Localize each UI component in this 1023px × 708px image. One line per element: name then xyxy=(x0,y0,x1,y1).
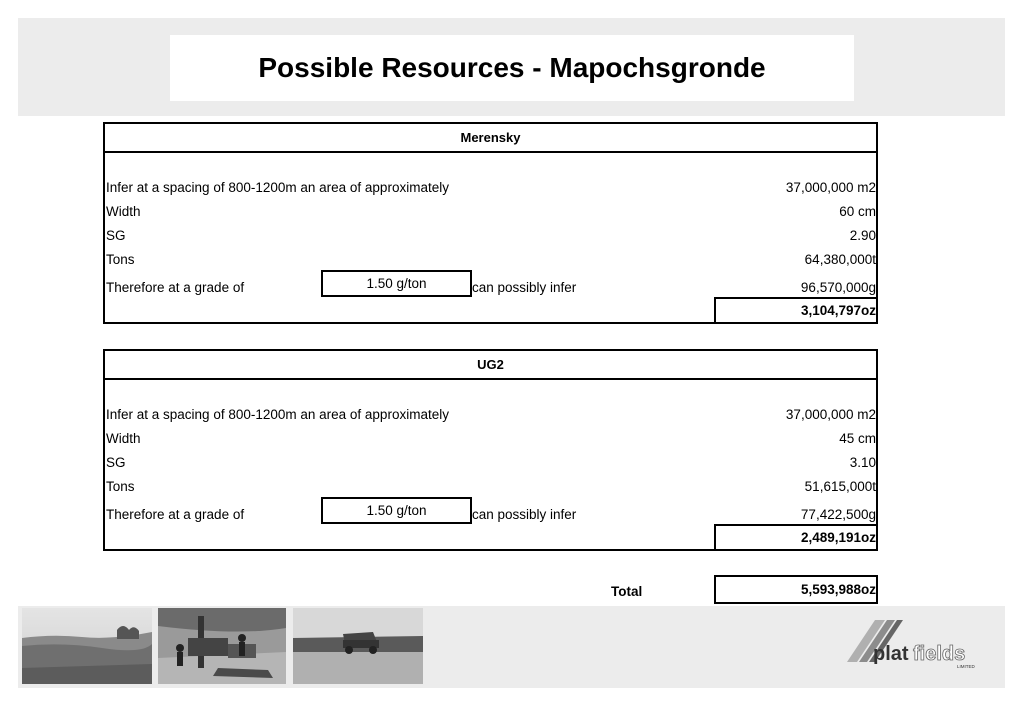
ounces-cell: 2,489,191oz xyxy=(714,524,878,551)
page-title: Possible Resources - Mapochsgronde xyxy=(258,52,766,83)
grassland-photo xyxy=(22,608,152,684)
drilling-rig-photo xyxy=(158,608,286,684)
grade-value-cell: 1.50 g/ton xyxy=(321,270,472,297)
row-value: 37,000,000 m2 xyxy=(785,407,876,422)
row-label: Infer at a spacing of 800-1200m an area of approximately xyxy=(106,407,449,422)
row-value: 60 cm xyxy=(839,204,876,219)
row-label: SG xyxy=(106,228,126,243)
row-value: 64,380,000t xyxy=(804,252,876,267)
row-label: Tons xyxy=(106,479,135,494)
grade-label: Therefore at a grade of xyxy=(106,507,245,522)
logo-text-fields: fields xyxy=(913,643,966,665)
ug2-table xyxy=(103,349,878,551)
logo-text-limited: LIMITED xyxy=(957,664,975,669)
row-label: Infer at a spacing of 800-1200m an area of approximately xyxy=(106,180,449,195)
grams-value: 77,422,500g xyxy=(800,507,876,522)
table-row xyxy=(105,477,876,497)
row-label: SG xyxy=(106,455,126,470)
ounces-cell: 3,104,797oz xyxy=(714,297,878,324)
platfields-logo xyxy=(847,620,997,676)
table-row xyxy=(105,429,876,449)
infer-label: can possibly infer xyxy=(472,507,577,522)
logo-text-plat: plat xyxy=(873,643,909,665)
table-row xyxy=(105,250,876,270)
grade-value-cell: 1.50 g/ton xyxy=(321,497,472,524)
row-label: Tons xyxy=(106,252,135,267)
row-label: Width xyxy=(106,431,141,446)
merensky-table xyxy=(103,122,878,324)
total-label: Total xyxy=(611,584,643,599)
table-row xyxy=(105,405,876,425)
row-value: 51,615,000t xyxy=(804,479,876,494)
table-row xyxy=(105,202,876,222)
row-value: 37,000,000 m2 xyxy=(785,180,876,195)
title-box xyxy=(170,35,854,101)
grade-label: Therefore at a grade of xyxy=(106,280,245,295)
table-header: UG2 xyxy=(105,351,876,380)
table-header: Merensky xyxy=(105,124,876,153)
total-value: 5,593,988oz xyxy=(714,575,878,604)
table-row xyxy=(105,178,876,198)
infer-label: can possibly infer xyxy=(472,280,577,295)
row-value: 2.90 xyxy=(849,228,876,243)
grams-value: 96,570,000g xyxy=(800,280,876,295)
row-value: 45 cm xyxy=(839,431,876,446)
row-value: 3.10 xyxy=(849,455,876,470)
haul-truck-photo xyxy=(293,608,423,684)
table-row xyxy=(105,453,876,473)
table-row xyxy=(105,226,876,246)
row-label: Width xyxy=(106,204,141,219)
